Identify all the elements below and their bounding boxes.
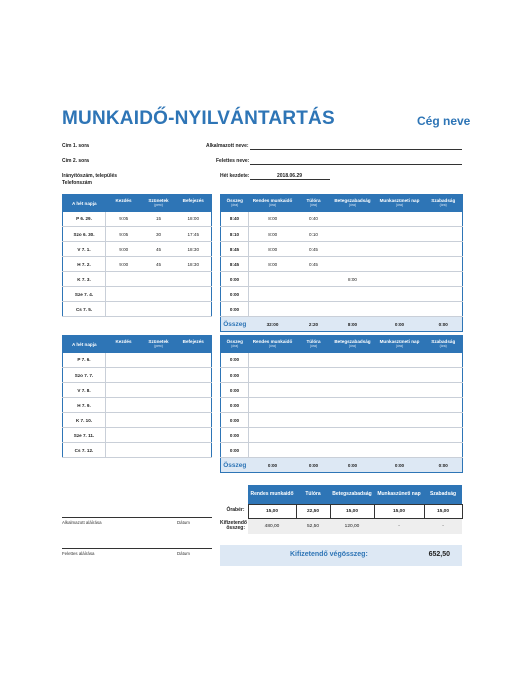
vacation-cell[interactable] [425, 428, 463, 443]
total-cell: 0:00 [221, 368, 249, 383]
vacation-cell[interactable] [425, 227, 463, 242]
end-cell[interactable] [176, 302, 212, 317]
employee-signature-label: Alkalmazott aláírása [62, 520, 102, 525]
sick-cell[interactable] [331, 212, 375, 227]
end-cell[interactable] [176, 398, 212, 413]
end-cell[interactable]: 18:30 [176, 242, 212, 257]
overtime-cell[interactable] [297, 272, 331, 287]
sick-cell[interactable]: 8:00 [331, 272, 375, 287]
rate-vacation[interactable]: 15,00 [424, 504, 462, 518]
overtime-cell[interactable]: 0:45 [297, 257, 331, 272]
regular-cell[interactable] [249, 302, 297, 317]
pay-col-holiday: Munkaszüneti nap [374, 485, 424, 504]
regular-cell[interactable] [249, 272, 297, 287]
vacation-cell[interactable] [425, 212, 463, 227]
sum-vacation: 0:00 [425, 317, 463, 332]
regular-cell[interactable] [249, 428, 297, 443]
break-cell[interactable] [142, 302, 176, 317]
start-cell[interactable] [106, 398, 142, 413]
overtime-cell[interactable]: 0:10 [297, 227, 331, 242]
sum-row [221, 317, 463, 332]
day-cell: Cs 7. 12. [63, 443, 106, 458]
sum-sick: 8:00 [331, 317, 375, 332]
break-cell[interactable] [142, 443, 176, 458]
employee-name-label: Alkalmazott neve: [206, 143, 249, 149]
regular-cell[interactable] [249, 443, 297, 458]
start-cell[interactable] [106, 443, 142, 458]
day-row [63, 287, 212, 302]
day-cell: P 7. 6. [63, 353, 106, 368]
sum-regular: 0:00 [249, 458, 297, 473]
start-cell[interactable]: 9:00 [106, 242, 142, 257]
holiday-cell[interactable] [375, 302, 425, 317]
rate-overtime[interactable]: 22,50 [296, 504, 330, 518]
break-cell[interactable]: 15 [142, 212, 176, 227]
day-row [63, 227, 212, 242]
employee-signature-line[interactable] [62, 517, 212, 518]
break-cell[interactable]: 30 [142, 227, 176, 242]
day-cell: H 7. 9. [63, 398, 106, 413]
sick-cell[interactable] [331, 398, 375, 413]
due-holiday: - [374, 518, 424, 534]
week-start-value: 2018.06.29 [277, 173, 303, 179]
due-overtime: 52,50 [296, 518, 330, 534]
sick-cell[interactable] [331, 443, 375, 458]
regular-cell[interactable] [249, 383, 297, 398]
col-start: Kezdés [106, 336, 142, 353]
overtime-cell[interactable] [297, 383, 331, 398]
total-cell: 8:10 [221, 227, 249, 242]
start-cell[interactable]: 9:00 [106, 257, 142, 272]
start-cell[interactable] [106, 428, 142, 443]
vacation-cell[interactable] [425, 242, 463, 257]
break-cell[interactable]: 45 [142, 242, 176, 257]
overtime-cell[interactable]: 0:45 [297, 242, 331, 257]
week2-hours-table [220, 335, 463, 473]
break-cell[interactable]: 45 [142, 257, 176, 272]
day-row [63, 368, 212, 383]
start-cell[interactable] [106, 302, 142, 317]
phone: Telefonszám [62, 180, 92, 186]
vacation-cell[interactable] [425, 383, 463, 398]
overtime-cell[interactable] [297, 368, 331, 383]
sick-cell[interactable] [331, 428, 375, 443]
regular-cell[interactable] [249, 398, 297, 413]
supervisor-name-field[interactable] [250, 157, 462, 165]
regular-cell[interactable]: 8:00 [249, 257, 297, 272]
regular-cell[interactable]: 8:00 [249, 227, 297, 242]
holiday-cell[interactable] [375, 212, 425, 227]
holiday-cell[interactable] [375, 428, 425, 443]
sick-cell[interactable] [331, 287, 375, 302]
rate-holiday[interactable]: 15,00 [374, 504, 424, 518]
end-cell[interactable]: 18:00 [176, 212, 212, 227]
hourly-rate-row [220, 504, 462, 518]
holiday-cell[interactable] [375, 383, 425, 398]
hours-row [221, 443, 463, 458]
regular-cell[interactable]: 8:00 [249, 242, 297, 257]
sick-cell[interactable] [331, 242, 375, 257]
col-total: Összeg (óra) [221, 336, 249, 353]
rate-sick[interactable]: 15,00 [330, 504, 374, 518]
overtime-cell[interactable] [297, 302, 331, 317]
col-day: A hét napja [63, 195, 106, 212]
day-row [63, 383, 212, 398]
pay-corner [220, 485, 248, 504]
zip-city: Irányítószám, település [62, 173, 118, 179]
end-cell[interactable] [176, 428, 212, 443]
due-sick: 120,00 [330, 518, 374, 534]
col-overtime: Túlóra (óra) [297, 195, 331, 212]
start-cell[interactable] [106, 383, 142, 398]
holiday-cell[interactable] [375, 272, 425, 287]
hours-row [221, 242, 463, 257]
day-row [63, 257, 212, 272]
end-cell[interactable] [176, 413, 212, 428]
day-row [63, 443, 212, 458]
day-cell: Sze 7. 11. [63, 428, 106, 443]
total-cell: 8:45 [221, 242, 249, 257]
sick-cell[interactable] [331, 413, 375, 428]
vacation-cell[interactable] [425, 398, 463, 413]
hours-row [221, 368, 463, 383]
final-total-value: 652,50 [428, 551, 450, 558]
total-cell: 8:45 [221, 257, 249, 272]
supervisor-signature-line[interactable] [62, 548, 212, 549]
sum-overtime: 0:00 [297, 458, 331, 473]
sum-vacation: 0:00 [425, 458, 463, 473]
col-start: Kezdés [106, 195, 142, 212]
sick-cell[interactable] [331, 227, 375, 242]
week-start-label: Hét kezdete: [220, 173, 250, 179]
hours-row [221, 227, 463, 242]
day-cell: H 7. 2. [63, 257, 106, 272]
end-cell[interactable] [176, 272, 212, 287]
sum-holiday: 0:00 [375, 317, 425, 332]
pay-col-regular: Rendes munkaidő [248, 485, 296, 504]
day-cell: K 7. 10. [63, 413, 106, 428]
day-cell: Szo 6. 30. [63, 227, 106, 242]
sum-sick: 0:00 [331, 458, 375, 473]
vacation-cell[interactable] [425, 272, 463, 287]
start-cell[interactable] [106, 272, 142, 287]
total-cell: 0:00 [221, 287, 249, 302]
week1-time-table [62, 194, 212, 317]
start-cell[interactable]: 9:05 [106, 227, 142, 242]
col-regular: Rendes munkaidő (óra) [249, 195, 297, 212]
sick-cell[interactable] [331, 368, 375, 383]
vacation-cell[interactable] [425, 257, 463, 272]
total-cell: 0:00 [221, 302, 249, 317]
holiday-cell[interactable] [375, 227, 425, 242]
vacation-cell[interactable] [425, 302, 463, 317]
hours-row [221, 302, 463, 317]
break-cell[interactable] [142, 272, 176, 287]
total-cell: 0:00 [221, 443, 249, 458]
regular-cell[interactable]: 8:00 [249, 212, 297, 227]
pay-col-overtime: Túlóra [296, 485, 330, 504]
supervisor-date-label: Dátum [177, 551, 190, 556]
day-row [63, 398, 212, 413]
overtime-cell[interactable] [297, 443, 331, 458]
start-cell[interactable] [106, 353, 142, 368]
col-overtime: Túlóra (óra) [297, 336, 331, 353]
start-cell[interactable] [106, 368, 142, 383]
employee-name-field[interactable] [250, 142, 462, 150]
break-cell[interactable] [142, 413, 176, 428]
hours-row [221, 413, 463, 428]
col-day: A hét napja [63, 336, 106, 353]
vacation-cell[interactable] [425, 443, 463, 458]
rate-regular[interactable]: 15,00 [248, 504, 296, 518]
overtime-cell[interactable] [297, 287, 331, 302]
hours-row [221, 287, 463, 302]
break-cell[interactable] [142, 428, 176, 443]
col-holiday: Munkaszüneti nap (óra) [375, 195, 425, 212]
sum-row [221, 458, 463, 473]
final-total-bar [220, 545, 462, 566]
col-sick: Betegszabadság (óra) [331, 195, 375, 212]
holiday-cell[interactable] [375, 287, 425, 302]
hours-row [221, 398, 463, 413]
page-title: MUNKAIDŐ-NYILVÁNTARTÁS [62, 108, 335, 129]
holiday-cell[interactable] [375, 353, 425, 368]
total-cell: 0:00 [221, 383, 249, 398]
sick-cell[interactable] [331, 257, 375, 272]
day-row [63, 242, 212, 257]
col-holiday: Munkaszüneti nap (óra) [375, 336, 425, 353]
overtime-cell[interactable] [297, 428, 331, 443]
col-break: Szünetek (perc) [142, 195, 176, 212]
total-cell: 0:00 [221, 272, 249, 287]
end-cell[interactable] [176, 443, 212, 458]
vacation-cell[interactable] [425, 353, 463, 368]
overtime-cell[interactable] [297, 398, 331, 413]
address-line-2: Cím 2. sora [62, 158, 89, 164]
day-cell: K 7. 3. [63, 272, 106, 287]
regular-cell[interactable] [249, 413, 297, 428]
break-cell[interactable] [142, 287, 176, 302]
sick-cell[interactable] [331, 302, 375, 317]
col-end: Befejezés [176, 336, 212, 353]
day-row [63, 212, 212, 227]
vacation-cell[interactable] [425, 368, 463, 383]
vacation-cell[interactable] [425, 413, 463, 428]
supervisor-signature-label: Felettes aláírása [62, 551, 95, 556]
total-cell: 0:00 [221, 398, 249, 413]
break-cell[interactable] [142, 368, 176, 383]
end-cell[interactable] [176, 353, 212, 368]
end-cell[interactable] [176, 287, 212, 302]
sum-label: Összeg [221, 458, 249, 473]
regular-cell[interactable] [249, 368, 297, 383]
due-regular: 480,00 [248, 518, 296, 534]
holiday-cell[interactable] [375, 368, 425, 383]
company-name: Cég neve [417, 114, 471, 128]
start-cell[interactable] [106, 287, 142, 302]
end-cell[interactable] [176, 383, 212, 398]
pay-table [220, 485, 463, 534]
break-cell[interactable] [142, 398, 176, 413]
day-cell: Szo 7. 7. [63, 368, 106, 383]
break-cell[interactable] [142, 383, 176, 398]
vacation-cell[interactable] [425, 287, 463, 302]
overtime-cell[interactable] [297, 413, 331, 428]
sick-cell[interactable] [331, 383, 375, 398]
final-total-label: Kifizetendő végösszeg: [290, 551, 368, 558]
hours-row [221, 257, 463, 272]
col-break: Szünetek (perc) [142, 336, 176, 353]
hourly-rate-label: Órabér: [226, 507, 245, 514]
holiday-cell[interactable] [375, 413, 425, 428]
hours-row [221, 272, 463, 287]
holiday-cell[interactable] [375, 242, 425, 257]
day-row [63, 272, 212, 287]
hours-row [221, 212, 463, 227]
col-sick: Betegszabadság (óra) [331, 336, 375, 353]
day-row [63, 428, 212, 443]
col-vacation: Szabadság (óra) [425, 195, 463, 212]
pay-col-vacation: Szabadság [424, 485, 462, 504]
holiday-cell[interactable] [375, 443, 425, 458]
hours-row [221, 428, 463, 443]
day-cell: V 7. 1. [63, 242, 106, 257]
day-row [63, 353, 212, 368]
col-total: Összeg (óra) [221, 195, 249, 212]
regular-cell[interactable] [249, 287, 297, 302]
total-cell: 0:00 [221, 428, 249, 443]
col-vacation: Szabadság (óra) [425, 336, 463, 353]
sum-holiday: 0:00 [375, 458, 425, 473]
employee-date-label: Dátum [177, 520, 190, 525]
week2-time-table [62, 335, 212, 458]
week1-hours-table [220, 194, 463, 332]
amount-due-row [220, 518, 462, 534]
regular-cell[interactable] [249, 353, 297, 368]
break-cell[interactable] [142, 353, 176, 368]
total-cell: 8:40 [221, 212, 249, 227]
total-cell: 0:00 [221, 353, 249, 368]
day-row [63, 413, 212, 428]
sum-regular: 32:00 [249, 317, 297, 332]
address-line-1: Cím 1. sora [62, 143, 89, 149]
holiday-cell[interactable] [375, 398, 425, 413]
overtime-cell[interactable]: 0:40 [297, 212, 331, 227]
end-cell[interactable] [176, 368, 212, 383]
sum-overtime: 2:20 [297, 317, 331, 332]
due-vacation: - [424, 518, 462, 534]
sick-cell[interactable] [331, 353, 375, 368]
overtime-cell[interactable] [297, 353, 331, 368]
sum-label: Összeg [221, 317, 249, 332]
end-cell[interactable]: 18:30 [176, 257, 212, 272]
hours-row [221, 383, 463, 398]
day-cell: V 7. 8. [63, 383, 106, 398]
hours-row [221, 353, 463, 368]
day-cell: Sze 7. 4. [63, 287, 106, 302]
week-start-field[interactable] [250, 172, 330, 180]
col-end: Befejezés [176, 195, 212, 212]
col-regular: Rendes munkaidő (óra) [249, 336, 297, 353]
total-cell: 0:00 [221, 413, 249, 428]
pay-col-sick: Betegszabadság [330, 485, 374, 504]
day-cell: Cs 7. 5. [63, 302, 106, 317]
start-cell[interactable] [106, 413, 142, 428]
holiday-cell[interactable] [375, 257, 425, 272]
supervisor-name-label: Felettes neve: [216, 158, 250, 164]
start-cell[interactable]: 9:05 [106, 212, 142, 227]
day-cell: P 6. 29. [63, 212, 106, 227]
end-cell[interactable]: 17:45 [176, 227, 212, 242]
amount-due-label: Kifizetendő összeg: [220, 519, 247, 531]
day-row [63, 302, 212, 317]
